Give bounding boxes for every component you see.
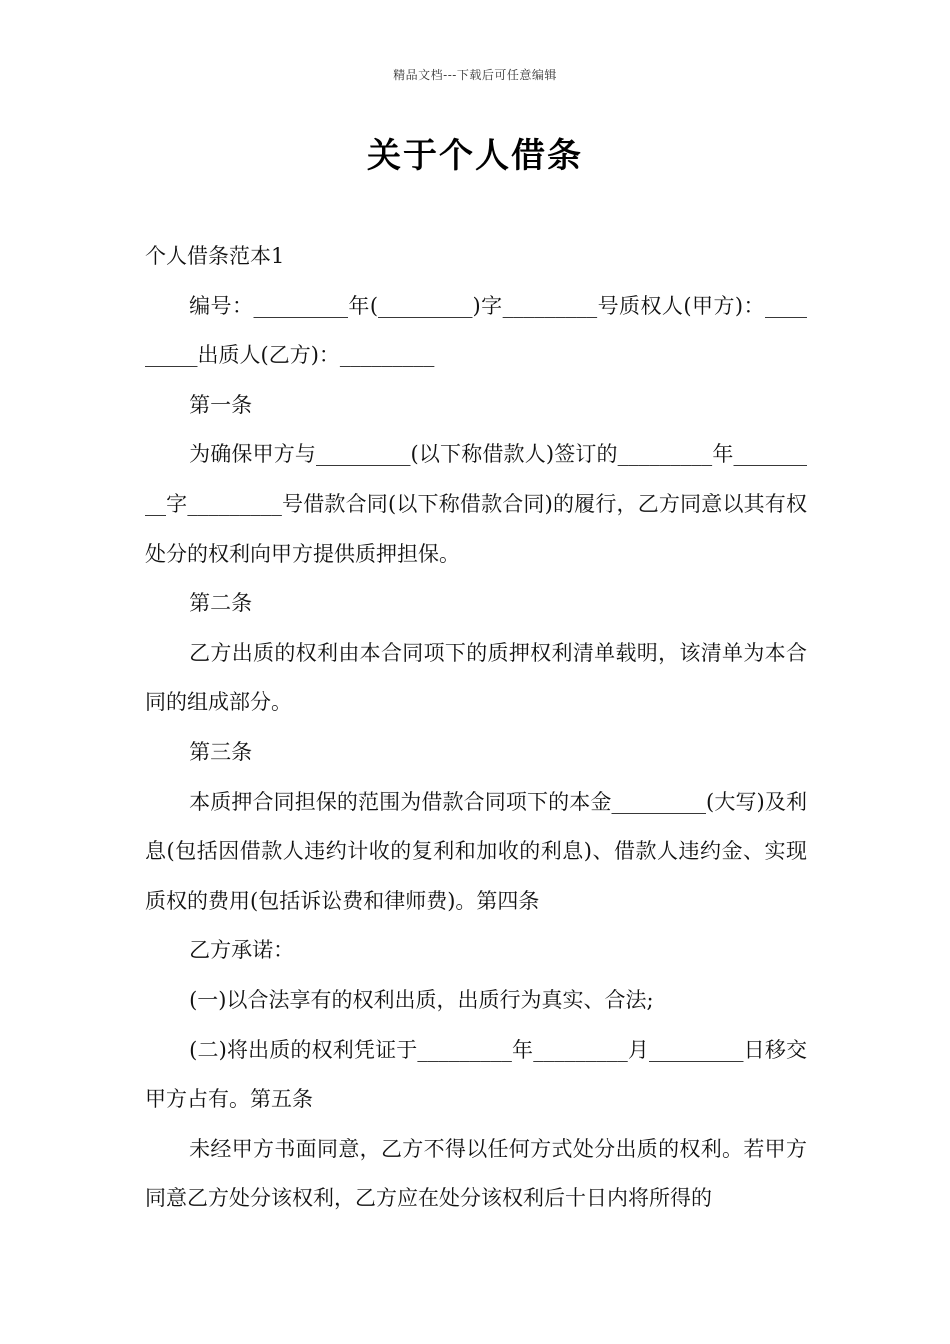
header-note: 精品文档---下载后可任意编辑 xyxy=(393,68,557,82)
paragraph: 乙方出质的权利由本合同项下的质押权利清单载明，该清单为本合同的组成部分。 xyxy=(145,640,807,715)
paragraph: (二)将出质的权利凭证于_________年_________月_________日移交甲方占有。第五条 xyxy=(145,1037,807,1112)
paragraph: 第二条 xyxy=(189,591,253,616)
paragraph: 编号：_________年(_________)字_________号质权人(甲方)：_________出质人(乙方)：_________ xyxy=(145,293,807,368)
paragraph: 乙方承诺： xyxy=(189,938,295,963)
paragraph: 本质押合同担保的范围为借款合同项下的本金_________(大写)及利息(包括因借款人违约计收的复利和加收的利息)、借款人违约金、实现质权的费用(包括诉讼费和律师费)。第四条 xyxy=(145,789,807,913)
document-title: 关于个人借条 xyxy=(367,136,583,176)
document-body xyxy=(145,232,807,1224)
paragraph: (一)以合法享有的权利出质，出质行为真实、合法; xyxy=(189,987,654,1012)
paragraph: 第一条 xyxy=(189,392,253,417)
paragraph: 第三条 xyxy=(189,739,253,764)
paragraph: 个人借条范本1 xyxy=(145,244,285,268)
paragraph: 未经甲方书面同意，乙方不得以任何方式处分出质的权利。若甲方同意乙方处分该权利，乙方应在处分该权利后十日内将所得的 xyxy=(145,1136,807,1211)
paragraph: 为确保甲方与_________(以下称借款人)签订的_________年_________字_________号借款合同(以下称借款合同)的履行，乙方同意以其有权处分的权利向甲方提供质押担保。 xyxy=(145,442,807,566)
